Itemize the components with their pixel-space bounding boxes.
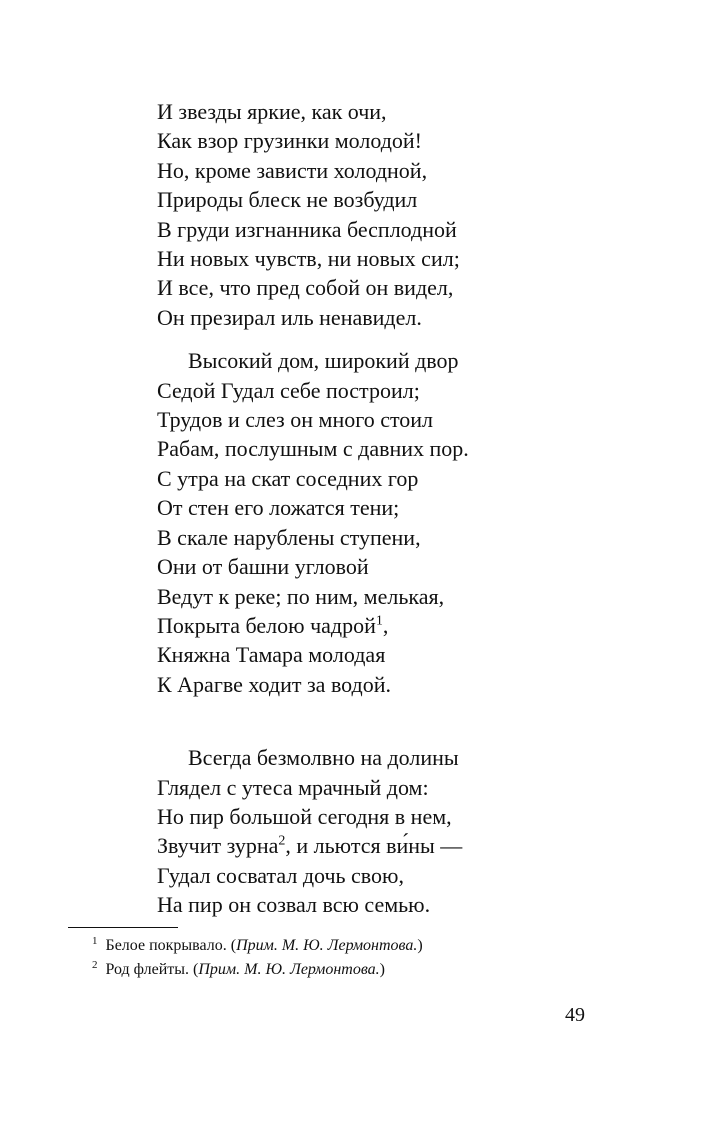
verse-line: На пир он созвал всю семью. <box>157 892 431 918</box>
verse-line: Рабам, послушным с давних пор. <box>157 436 469 462</box>
verse-line: К Арагве ходит за водой. <box>157 671 392 697</box>
stanza-2 <box>157 346 617 699</box>
verse-line: В груди изгнанника бесплодной <box>157 216 457 242</box>
poem-text <box>157 97 617 920</box>
footnote-number: 1 <box>92 934 98 947</box>
verse-line: Глядел с утеса мрачный дом: <box>157 774 429 800</box>
footnote-text: Род флейты. ( <box>105 961 199 978</box>
verse-line: С утра на скат соседних гор <box>157 465 419 491</box>
footnote-close: ) <box>417 937 423 954</box>
verse-line: Они от башни угловой <box>157 554 369 580</box>
verse-line: Седой Гудал себе построил; <box>157 377 420 403</box>
verse-line: В скале нарублены ступени, <box>157 524 421 550</box>
verse-line: Он презирал иль ненавидел. <box>157 304 422 330</box>
verse-line: И все, что пред собой он видел, <box>157 275 454 301</box>
footnote-2 <box>92 958 632 982</box>
verse-line: Как взор грузинки молодой! <box>157 128 422 154</box>
footnotes <box>92 934 632 982</box>
footnote-source: Прим. М. Ю. Лермонтова. <box>236 937 418 954</box>
page-number: 49 <box>565 1004 585 1026</box>
verse-line: Природы блеск не возбудил <box>157 187 418 213</box>
footnote-number: 2 <box>92 958 98 971</box>
verse-line: Всегда безмолвно на долины <box>188 745 459 771</box>
footnote-close: ) <box>379 961 385 978</box>
verse-line: И звезды яркие, как очи, <box>157 99 387 124</box>
footnote-ref-2: 2 <box>278 834 286 850</box>
verse-line: Ни новых чувств, ни новых сил; <box>157 246 460 272</box>
verse-line: Ведут к реке; по ним, мелькая, <box>157 583 445 609</box>
stanza-3 <box>157 743 617 919</box>
verse-tail: , и льются ви́ны — <box>285 833 463 859</box>
footnote-text: Белое покрывало. ( <box>105 937 237 954</box>
verse-tail: , <box>382 612 389 638</box>
verse-line: Высокий дом, широкий двор <box>188 348 459 374</box>
footnote-ref-1: 1 <box>375 613 383 629</box>
footnote-divider <box>68 927 178 928</box>
verse-text: Покрыта белою чадрой <box>157 612 376 638</box>
verse-line: Но пир большой сегодня в нем, <box>157 803 452 829</box>
stanza-1 <box>157 97 617 332</box>
verse-line: Гудал сосватал дочь свою, <box>157 862 404 888</box>
verse-line: От стен его ложатся тени; <box>157 495 400 521</box>
verse-line: Княжна Тамара молодая <box>157 642 386 668</box>
verse-line-with-footnote <box>157 831 617 860</box>
verse-line: Но, кроме зависти холодной, <box>157 157 428 183</box>
footnote-1 <box>92 934 632 958</box>
verse-line: Трудов и слез он много стоил <box>157 407 434 433</box>
verse-text: Звучит зурна <box>157 833 279 859</box>
verse-line-with-footnote <box>157 611 617 640</box>
footnote-source: Прим. М. Ю. Лермонтова. <box>198 961 380 978</box>
